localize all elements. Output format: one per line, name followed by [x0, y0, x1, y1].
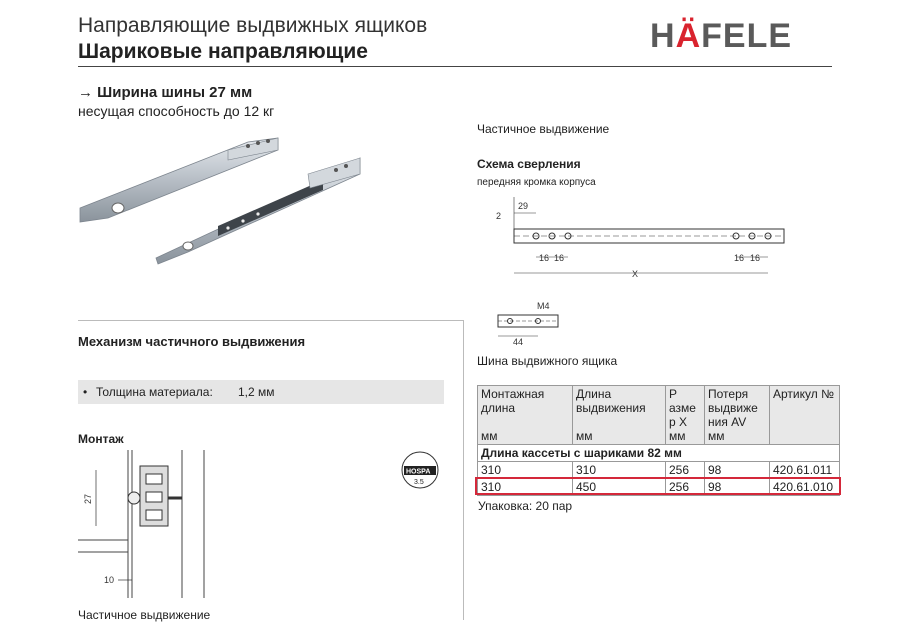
- section-divider: [78, 320, 464, 321]
- row-highlight: [475, 477, 841, 495]
- header-text: Р: [669, 387, 678, 401]
- mounting-heading: Монтаж: [78, 432, 124, 446]
- table-cell: 98: [705, 479, 770, 496]
- spec-value: 1,2 мм: [238, 385, 275, 399]
- dim-27-label: 27: [83, 493, 93, 504]
- partial-extension-caption: Частичное выдвижение: [477, 122, 610, 136]
- header-text: выдвиже: [708, 401, 758, 415]
- drilling-heading: Схема сверления: [477, 157, 581, 171]
- hospa-label: HOSPA: [406, 468, 431, 476]
- brand-accent: Ä: [675, 17, 702, 55]
- drilling-diagram: [490, 195, 810, 290]
- dim-16d-label: 16: [750, 253, 761, 263]
- table-cell: 256: [666, 479, 705, 496]
- column-divider: [463, 320, 464, 620]
- header-extension-loss: [705, 386, 770, 445]
- header-extension-length: [573, 386, 666, 445]
- rail-caption: Шина выдвижного ящика: [477, 354, 618, 368]
- table-header-row: [478, 386, 840, 445]
- group-label: Длина кассеты с шариками 82 мм: [478, 445, 840, 462]
- header-mount-length: [478, 386, 573, 445]
- rail-width-label: → Ширина шины 27 мм: [78, 84, 253, 101]
- table-cell: 450: [573, 479, 666, 496]
- dim-16a-label: 16: [539, 253, 550, 263]
- spec-label: Толщина материала:: [96, 385, 213, 399]
- load-capacity-label: несущая способность до 12 кг: [78, 103, 275, 119]
- dim-29-label: 29: [518, 201, 529, 211]
- page-subtitle: Шариковые направляющие: [78, 40, 368, 63]
- header-size-x: [666, 386, 705, 445]
- header-article-number: [770, 386, 840, 445]
- dim-x-label: X: [632, 269, 639, 279]
- page-title: Направляющие выдвижных ящиков: [78, 14, 428, 37]
- mounting-diagram: [78, 448, 458, 598]
- packing-label: Упаковка: 20 пар: [478, 499, 573, 513]
- header-text: Монтажная: [481, 387, 545, 401]
- bottom-caption: Частичное выдвижение: [78, 608, 211, 622]
- header-text: ния AV: [708, 415, 747, 429]
- header-text: Длина: [576, 387, 612, 401]
- brand-logo: [650, 17, 792, 56]
- table-cell: 420.61.011: [770, 462, 840, 479]
- table-cell: 310: [573, 462, 666, 479]
- brand-prefix: H: [650, 17, 676, 55]
- dim-16b-label: 16: [554, 253, 565, 263]
- table-group-row: [478, 445, 840, 462]
- header-text: азме: [669, 401, 696, 415]
- table-row: [478, 462, 840, 479]
- table-cell: 420.61.010: [770, 479, 840, 496]
- header-text: Артикул №: [773, 387, 834, 401]
- header-text: выдвижения: [576, 401, 646, 415]
- header-unit: мм: [669, 429, 686, 443]
- product-rails-illustration: [78, 130, 378, 270]
- spec-bullet: •: [83, 385, 88, 399]
- table-cell: 256: [666, 462, 705, 479]
- header-unit: мм: [708, 429, 725, 443]
- m4-label: M4: [537, 301, 550, 311]
- dim-2-label: 2: [496, 211, 502, 221]
- header-unit: мм: [481, 429, 498, 443]
- brand-suffix: FELE: [701, 17, 793, 55]
- header-unit: мм: [576, 429, 593, 443]
- dim-16c-label: 16: [734, 253, 745, 263]
- table-cell: 310: [478, 462, 573, 479]
- mechanism-heading: Механизм частичного выдвижения: [78, 334, 306, 349]
- dim-44-label: 44: [513, 337, 524, 347]
- header-text: р Х: [669, 415, 688, 429]
- table-cell: 98: [705, 462, 770, 479]
- screw-size-label: 3.5: [414, 479, 424, 486]
- rail-diagram: [490, 300, 580, 348]
- header-text: длина: [481, 401, 516, 415]
- front-edge-label: передняя кромка корпуса: [477, 177, 596, 188]
- header-divider: [78, 66, 832, 67]
- spec-box: [78, 380, 444, 404]
- table-cell: 310: [478, 479, 573, 496]
- header-text: Потеря: [708, 387, 749, 401]
- dim-10-label: 10: [104, 575, 115, 585]
